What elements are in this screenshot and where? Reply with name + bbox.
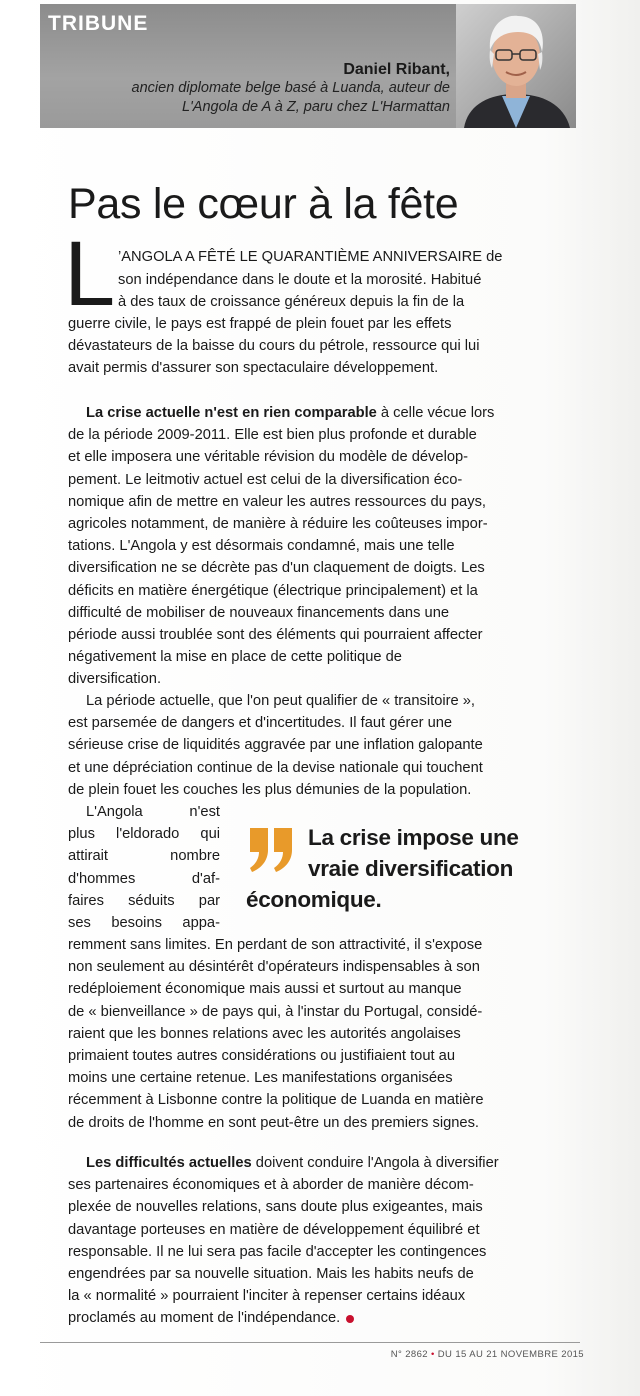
paragraph-periode-actuelle xyxy=(68,690,578,801)
paragraph-line: récemment à Lisbonne contre la politique de Luanda en matière xyxy=(68,1092,484,1109)
paragraph-line: plexée de nouvelles relations, sans doute plus exigeantes, mais xyxy=(68,1199,483,1216)
paragraph-line: davantage porteuses en matière de développement équilibré et xyxy=(68,1221,480,1238)
author-description-line-1: ancien diplomate belge basé à Luanda, auteur de xyxy=(131,80,450,96)
author-name: Daniel Ribant, xyxy=(343,61,450,78)
issue-number: N° 2862 xyxy=(390,1349,428,1360)
lead-paragraph xyxy=(118,246,578,314)
paragraph-line xyxy=(68,1307,578,1329)
paragraph-line: L'Angola n'est xyxy=(86,804,220,820)
rubric-label: TRIBUNE xyxy=(48,12,149,35)
paragraph-line: sérieuse crise de liquidités aggravée par une inflation galopante xyxy=(68,737,483,754)
paragraph-line xyxy=(68,1152,578,1174)
paragraph-line: plus l'eldorado qui xyxy=(68,826,220,843)
paragraph-line: d'hommes d'af- xyxy=(68,870,220,887)
paragraph-line: la « normalité » pourraient l'inciter à repenser certains idéaux xyxy=(68,1288,466,1305)
paragraph-difficultes xyxy=(68,1152,578,1330)
lead-line: à des taux de croissance généreux depuis la fin de la xyxy=(118,294,465,310)
pull-quote-line: La crise impose une xyxy=(308,825,519,850)
paragraph-line: négativement la mise en place de cette politique de xyxy=(68,649,402,666)
drop-cap: L xyxy=(64,223,116,325)
paragraph-line: ses besoins appa- xyxy=(68,915,220,932)
paragraph-line: raient que les bonnes relations avec les autorités angolaises xyxy=(68,1025,461,1042)
lead-in-bold: Les difficultés actuelles xyxy=(86,1155,252,1171)
paragraph-line: déficits en matière énergétique (électrique principalement) et la xyxy=(68,582,478,599)
paragraph-line: diversification. xyxy=(68,671,162,688)
lead-line: dévastateurs de la baisse du cours du pétrole, ressource qui lui xyxy=(68,338,480,355)
author-description-line-2: L'Angola de A à Z, paru chez L'Harmattan xyxy=(181,99,450,115)
paragraph-line: moins une certaine retenue. Les manifestations organisées xyxy=(68,1070,453,1087)
end-mark-icon xyxy=(346,1315,354,1323)
paragraph-line: et elle imposera une véritable révision du modèle de dévelop- xyxy=(68,449,469,466)
paragraph-line: non seulement au désintérêt d'opérateurs indispensables à son xyxy=(68,959,480,976)
footer-rule xyxy=(40,1342,580,1343)
paragraph-line: de droits de l'homme en sont peut-être un des premiers signes. xyxy=(68,1114,480,1131)
pull-quote xyxy=(246,822,586,915)
paragraph-line: redéploiement économique mais aussi et surtout au manque xyxy=(68,981,462,998)
lead-in-bold: La crise actuelle n'est en rien comparable xyxy=(86,405,377,421)
paragraph-line: La période actuelle, que l'on peut qualifier de « transitoire », xyxy=(86,693,476,709)
paragraph-line: tations. L'Angola y est désormais condamné, mais une telle xyxy=(68,538,455,555)
paragraph-line: est parsemée de dangers et d'incertitudes. Il faut gérer une xyxy=(68,715,453,732)
lead-line: ’ANGOLA A FÊTÉ LE QUARANTIÈME ANNIVERSAIRE de xyxy=(118,249,503,265)
paragraph-line: difficulté de mobiliser de nouveaux financements dans une xyxy=(68,604,450,621)
paragraph-crise-actuelle xyxy=(68,402,578,691)
lead-in-rest: à celle vécue lors xyxy=(376,405,495,421)
paragraph-eldorado-narrow xyxy=(68,801,220,934)
paragraph-line: responsable. Il ne lui sera pas facile d'accepter les contingences xyxy=(68,1243,487,1260)
paragraph-line: agricoles notamment, de manière à réduire les coûteuses impor- xyxy=(68,516,488,533)
article-title: Pas le cœur à la fête xyxy=(68,180,459,228)
lead-line: guerre civile, le pays est frappé de plein fouet par les effets xyxy=(68,316,452,332)
pull-quote-line: vraie diversification xyxy=(308,856,514,881)
paragraph-line: attirait nombre xyxy=(68,848,220,865)
paragraph-line: nomique afin de mettre en valeur les autres ressources du pays, xyxy=(68,493,486,510)
last-line-text: proclamés au moment de l'indépendance. xyxy=(68,1310,341,1327)
issue-footer xyxy=(391,1349,584,1360)
paragraph-line: et une dépréciation continue de la devise nationale qui touchent xyxy=(68,759,483,776)
paragraph-line: de la période 2009-2011. Elle est bien plus profonde et durable xyxy=(68,427,477,444)
paragraph-line: diversification ne se décrète pas d'un claquement de doigts. Les xyxy=(68,560,485,577)
separator-dot-icon: • xyxy=(430,1349,435,1360)
paragraph-line: de « bienveillance » de pays qui, à l'instar du Portugal, considé- xyxy=(68,1003,483,1020)
lead-line: avait permis d'assurer son spectaculaire développement. xyxy=(68,360,439,377)
paragraph-line: de plein fouet les couches les plus démunies de la population. xyxy=(68,781,472,798)
paragraph-line: ses partenaires économiques et à aborder de manière décom- xyxy=(68,1177,474,1194)
quote-mark-icon xyxy=(246,824,298,876)
paragraph-line: primaient toutes autres considérations ou justifiaient tout au xyxy=(68,1048,455,1065)
paragraph-line: remment sans limites. En perdant de son attractivité, il s'expose xyxy=(68,937,483,953)
lead-in-rest: doivent conduire l'Angola à diversifier xyxy=(251,1155,499,1171)
paragraph-line: période aussi troublée sont des éléments qui pourraient affecter xyxy=(68,627,483,644)
issue-dates: DU 15 AU 21 NOVEMBRE 2015 xyxy=(437,1349,584,1360)
tribune-header xyxy=(40,4,576,128)
paragraph-line: engendrées par sa nouvelle situation. Mais les habits neufs de xyxy=(68,1266,474,1283)
paragraph-line: faires séduits par xyxy=(68,892,220,909)
lead-continuation xyxy=(68,313,578,380)
paragraph-line: pement. Le leitmotiv actuel est celui de la diversification éco- xyxy=(68,471,463,488)
pull-quote-line: économique. xyxy=(246,887,382,912)
author-portrait xyxy=(456,4,576,128)
paragraph-line xyxy=(68,402,578,424)
paragraph-eldorado xyxy=(68,934,578,1134)
author-credit xyxy=(132,60,450,117)
lead-line: son indépendance dans le doute et la morosité. Habitué xyxy=(118,271,482,288)
